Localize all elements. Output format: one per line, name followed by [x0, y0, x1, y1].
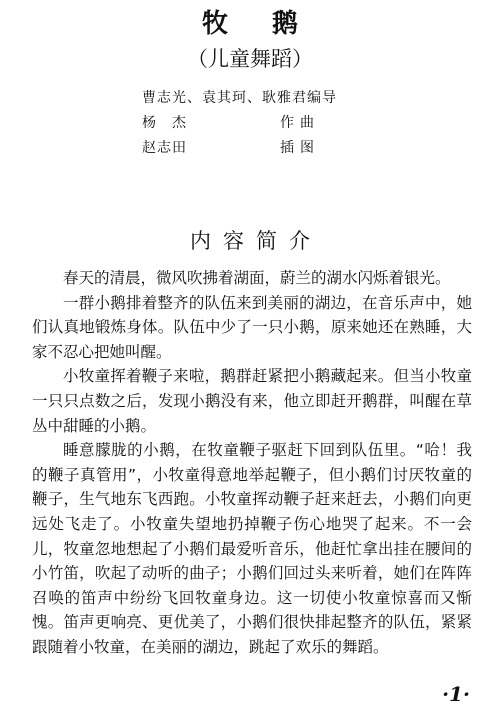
- credit-row-composer: [142, 111, 382, 136]
- credit-name: 曹志光、袁其珂、耿雅君编导: [142, 90, 337, 106]
- synopsis-body: [32, 266, 472, 660]
- paragraph: 小牧童挥着鞭子来啦，鹅群赶紧把小鹅藏起来。但当小牧童一只只点数之后，发现小鹅没有来，他立即赶开鹅群，叫醒在草丛中甜睡的小鹅。: [32, 367, 472, 435]
- credits-block: [142, 86, 382, 161]
- credit-role: 作曲: [280, 115, 320, 131]
- paragraph: 睡意朦胧的小鹅，在牧童鞭子驱赶下回到队伍里。“哈！我的鞭子真管用”，小牧童得意地举起鞭子，但小鹅们讨厌牧童的鞭子，生气地东飞西跑。小牧童挥动鞭子赶来赶去，小鹅们向更远处飞走了。小牧童失望地扔掉鞭子伤心地哭了起来。不一会儿，牧童忽地想起了小鹅们最爱听音乐，他赶忙拿出挂在腰间的小竹笛，吹起了动听的曲子；小鹅们回过头来听着，她们在阵阵召唤的笛声中纷纷飞回牧童身边。这一切使小牧童惊喜而又惭愧。笛声更响亮、更优美了，小鹅们很快排起整齐的队伍，紧紧跟随着小牧童，在美丽的湖边，跳起了欢乐的舞蹈。: [32, 441, 472, 656]
- credit-role: 插图: [280, 140, 320, 156]
- page-number: ·1·: [442, 682, 470, 706]
- credit-row-illustrator: [142, 136, 382, 161]
- section-heading: 内容简介: [190, 229, 322, 253]
- credit-name: 杨 杰: [142, 115, 187, 131]
- paragraph: 春天的清晨，微风吹拂着湖面，蔚兰的湖水闪烁着银光。: [63, 269, 451, 287]
- page-subtitle: （儿童舞蹈）: [187, 47, 313, 71]
- paragraph: 一群小鹅排着整齐的队伍来到美丽的湖边，在音乐声中，她们认真地锻炼身体。队伍中少了一只小鹅，原来她还在熟睡，大家不忍心把她叫醒。: [32, 293, 472, 361]
- credit-name: 赵志田: [142, 140, 187, 156]
- page-title: 牧鹅: [201, 9, 342, 39]
- credit-row-choreography: [142, 86, 382, 111]
